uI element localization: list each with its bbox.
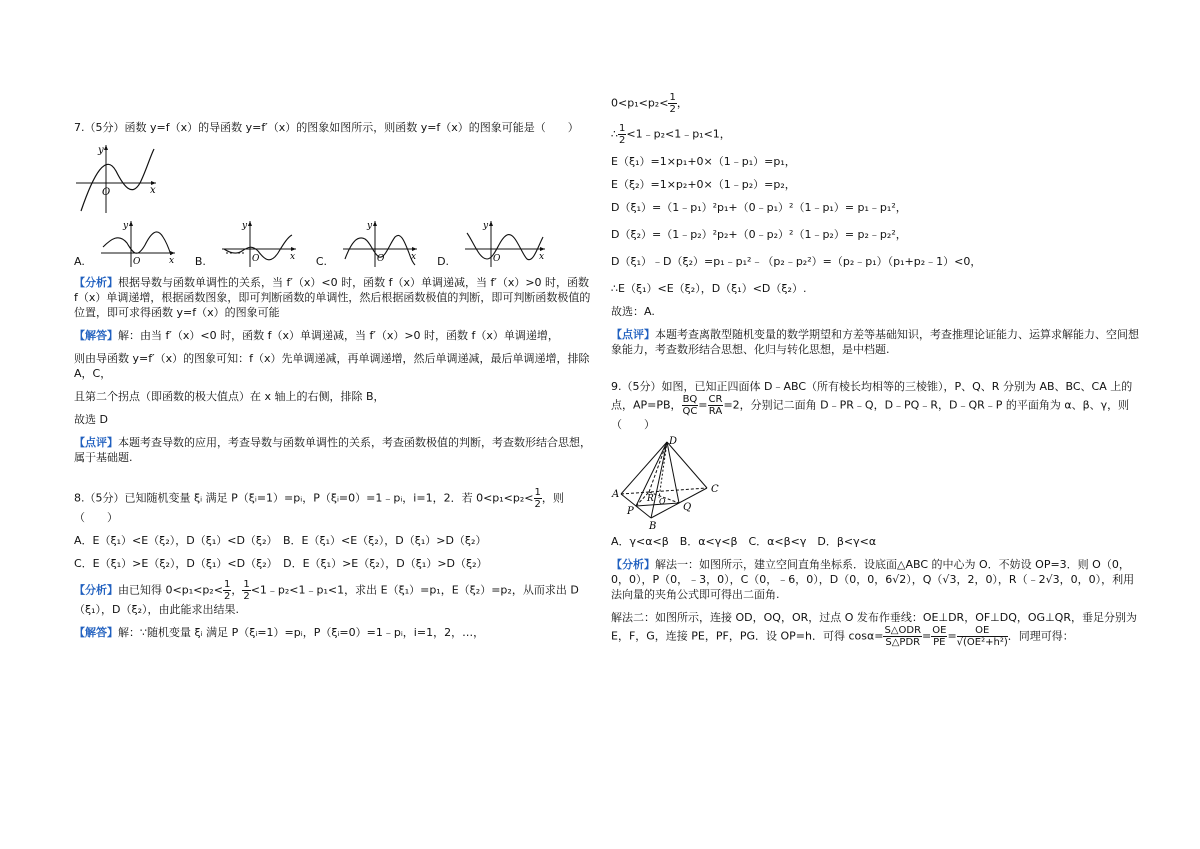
option-a-label: A.	[74, 255, 85, 268]
q8-cont-line-1-end: ，	[676, 96, 688, 110]
frac-den: 2	[669, 104, 676, 115]
q8-cont-line-2-text: <1﹣p₂<1﹣p₁<1，	[626, 127, 731, 141]
fraction-area-ratio	[883, 625, 922, 648]
fraction-half	[534, 487, 542, 510]
q8-cont-line-9: 故选：A.	[611, 305, 655, 318]
svg-text:O: O	[132, 257, 141, 267]
frac-den: 2	[534, 499, 541, 510]
frac-num: 1	[243, 579, 250, 590]
option-d-label: D.	[437, 255, 450, 268]
svg-text:x: x	[539, 252, 545, 262]
q8-cont-line-3: E（ξ₁）=1×p₁+0×（1﹣p₁）=p₁，	[611, 155, 796, 168]
q9-options[interactable]: A．γ<α<β B．α<γ<β C．α<β<γ D．β<γ<α	[611, 535, 877, 548]
q8-stem	[74, 487, 594, 525]
q8-options-line-1[interactable]: A．E（ξ₁）<E（ξ₂），D（ξ₁）<D（ξ₂） B．E（ξ₁）<E（ξ₂），D（ξ₁）>D（ξ₂）	[74, 534, 487, 547]
q7-option-a[interactable]	[74, 219, 181, 269]
comment-tag: 【点评】	[74, 436, 118, 449]
fraction-half	[668, 92, 676, 115]
frac-num: 1	[619, 123, 626, 134]
q8-comment-text: 本题考查离散型随机变量的数学期望和方差等基础知识，考查推理论证能力、运算求解能力、空间想象能力，考查数形结合思想、化归与转化思想，是中档题.	[611, 328, 1139, 356]
q7-solution-2: 则由导函数 y=f′（x）的图象可知：f（x）先单调递减，再单调递增，然后单调递减，最后单调递增，排除 A，C，	[74, 352, 590, 380]
q9-analysis	[611, 557, 1139, 602]
svg-text:y: y	[241, 221, 247, 231]
frac-num: S△ODR	[884, 625, 922, 636]
frac-num: OE	[957, 625, 1008, 637]
label-b: B	[649, 521, 657, 530]
q9-analysis-text-3: ．同理可得：	[1007, 629, 1074, 643]
frac-den: RA	[708, 406, 723, 417]
frac-num: BQ	[682, 394, 698, 405]
frac-num: 1	[669, 92, 676, 103]
frac-num: CR	[708, 394, 723, 405]
q8-comment	[611, 327, 1139, 357]
fraction-bq-qc	[682, 394, 699, 417]
q9-analysis-text-2: 解法二：如图所示，连接 OD，OQ，OR，过点 O 发布作垂线：OE⊥DR，OF⊥DQ，OG⊥QR，垂足分别为 E，F，G，连接 PE，PF，PG．设 OP=h．可得 cosα=	[611, 611, 1137, 643]
comment-tag: 【点评】	[611, 328, 655, 341]
solution-tag: 【解答】	[74, 626, 118, 639]
q8-analysis-b: ，	[231, 583, 243, 597]
option-b-label: B.	[194, 255, 206, 268]
equals-sign: =	[698, 398, 708, 412]
q7-analysis-text: 根据导数与函数单调性的关系，当 f′（x）<0 时，函数 f（x）单调递减，当 f′（x）>0 时，函数 f（x）单调递增，根据函数图象，即可判断函数的单调性，然后根据函数极值的判断，即可判断函数极值的位置，即可求得函数 y=f（x）的图象可能	[74, 276, 591, 319]
label-c: C	[711, 484, 719, 495]
option-c-graph	[343, 219, 423, 269]
q7-option-b[interactable]	[195, 219, 302, 269]
frac-den: √(OE²+h²)	[956, 637, 1008, 648]
fraction-half	[242, 579, 250, 602]
frac-num: 1	[223, 579, 231, 590]
label-q: Q	[683, 502, 692, 513]
tetrahedron-figure	[611, 434, 741, 530]
q7-stem: 7.（5分）函数 y=f（x）的导函数 y=f′（x）的图象如图所示，则函数 y=f（x）的图象可能是（ ）	[74, 121, 579, 134]
q7-option-d[interactable]	[437, 219, 551, 269]
q8-cont-line-6: D（ξ₂）=（1﹣p₂）²p₂+（0﹣p₂）²（1﹣p₂）= p₂﹣p₂²，	[611, 228, 907, 241]
option-d-graph	[465, 219, 551, 269]
svg-text:x: x	[289, 252, 295, 262]
q7-comment	[74, 435, 594, 465]
label-d: D	[669, 436, 678, 447]
frac-den: 2	[619, 135, 626, 146]
option-a-graph	[101, 219, 181, 269]
q7-solution-3: 且第二个拐点（即函数的极大值点）在 x 轴上的右侧，排除 B，	[74, 390, 385, 403]
option-b-graph	[222, 219, 302, 269]
q8-cont-line-1	[611, 92, 1139, 115]
left-column	[74, 92, 594, 648]
q8-cont-line-5: D（ξ₁）=（1﹣p₁）²p₁+（0﹣p₁）²（1﹣p₁）= p₁﹣p₁²，	[611, 201, 907, 214]
svg-text:x: x	[168, 256, 174, 266]
svg-text:x: x	[411, 252, 417, 262]
q8-cont-line-1-text: 0<p₁<p₂<	[611, 96, 669, 110]
frac-den: PE	[933, 637, 946, 648]
q7-comment-text: 本题考查导数的应用，考查导数与函数单调性的关系，考查函数极值的判断，考查数形结合思想，属于基础题.	[74, 436, 591, 464]
label-o: O	[659, 497, 666, 506]
q9-analysis-2: 解法二：如图所示，连接 OD，OQ，OR，过点 O 发布作垂线：OE⊥DR，OF⊥DQ，OG⊥QR，垂足分别为 E，F，G，连接 PE，PF，PG．设 OP=h．可得 cosα= $\frac{\text{S△ODR}}{\text{S△PDR}}$ = $\frac{OE}{PE}$ = $\frac{OE}{\text{√(OE²+h²)}}$ ．同理可得：	[611, 611, 1137, 648]
svg-text:y: y	[367, 221, 373, 231]
fraction-cr-ra	[708, 394, 724, 417]
label-p: P	[627, 506, 634, 517]
frac-num: 1	[534, 487, 541, 498]
q7-options-figures	[74, 219, 594, 269]
svg-text:x: x	[150, 185, 156, 196]
svg-text:y: y	[122, 221, 128, 231]
svg-text:O: O	[377, 254, 385, 264]
svg-text:O: O	[251, 254, 260, 264]
option-c-label: C.	[315, 255, 328, 268]
q8-cont-line-7: D（ξ₁）﹣D（ξ₂）=p₁﹣p₁²﹣（p₂﹣p₂²）=（p₂﹣p₁）（p₁+p₂﹣1）<0，	[611, 255, 982, 268]
frac-den: S△PDR	[885, 637, 921, 648]
frac-den: 2	[243, 591, 250, 602]
svg-text:O: O	[493, 254, 501, 264]
derivative-graph	[76, 143, 166, 215]
fraction-oe-sqrt	[957, 625, 1008, 648]
q8-analysis-c: <1﹣p₂<1﹣p₁<1，求出 E（ξ₁）=p₁，E（ξ₂）=p₂，从而求出 D（ξ₁），D（ξ₂），由此能求出结果.	[74, 583, 579, 616]
q9-analysis-text-1: 解法一：如图所示，建立空间直角坐标系．设底面△ABC 的中心为 O．不妨设 OP=3．则 O（0，0，0），P（0，﹣3，0），C（0，﹣6，0），D（0，0，6√2），Q（√3，2，0），R（﹣2√3，0，0），利用法向量的夹角公式即可得出二面角.	[611, 558, 1135, 601]
q8-cont-line-2	[611, 123, 1139, 146]
q7-analysis	[74, 275, 594, 320]
q8-analysis-a: 由已知得 0<p₁<p₂<	[118, 583, 223, 597]
frac-den: 2	[223, 591, 231, 602]
q8-cont-line-4: E（ξ₂）=1×p₂+0×（1﹣p₂）=p₂，	[611, 178, 796, 191]
frac-num: OE	[932, 625, 947, 636]
label-r: R	[647, 494, 654, 504]
label-a: A	[612, 489, 620, 500]
svg-text:y: y	[483, 221, 489, 231]
q8-stem-text: 8.（5分）已知随机变量 ξᵢ 满足 P（ξᵢ=1）=pᵢ，P（ξᵢ=0）=1﹣pᵢ，i=1，2．若 0<p₁<p₂<	[74, 491, 534, 505]
fraction-oe-pe	[931, 625, 947, 648]
q8-solution-text: 解：∵随机变量 ξᵢ 满足 P（ξᵢ=1）=pᵢ，P（ξᵢ=0）=1﹣pᵢ，i=1，2，…，	[118, 626, 485, 639]
q8-cont-line-8: ∴E（ξ₁）<E（ξ₂），D（ξ₁）<D（ξ₂）.	[611, 282, 807, 295]
analysis-tag: 【分析】	[74, 276, 118, 289]
therefore-symbol: ∴	[611, 127, 618, 141]
solution-tag: 【解答】	[74, 329, 118, 342]
q7-solution-text-1: 解：由当 f′（x）<0 时，函数 f（x）单调递减，当 f′（x）>0 时，函数 f（x）单调递增，	[118, 329, 559, 342]
svg-text:O: O	[102, 187, 111, 198]
analysis-tag: 【分析】	[611, 558, 655, 571]
q7-solution	[74, 328, 594, 343]
q7-option-c[interactable]	[316, 219, 423, 269]
q8-options-line-2[interactable]: C．E（ξ₁）>E（ξ₂），D（ξ₁）<D（ξ₂） D．E（ξ₁）>E（ξ₂），D（ξ₁）>D（ξ₂）	[74, 557, 488, 570]
svg-text:y: y	[98, 145, 104, 156]
q8-solution	[74, 625, 594, 640]
analysis-tag: 【分析】	[74, 583, 118, 597]
right-column	[611, 92, 1139, 656]
q9-stem-text-2: =2，分别记二面角 D﹣PR﹣Q，D﹣PQ﹣R，D﹣QR﹣P 的平面角为 α、β、γ，则（ ）	[611, 398, 1130, 431]
q9-stem	[611, 379, 1139, 432]
q8-stem-end: ，则（ ）	[74, 491, 564, 524]
frac-den: QC	[682, 406, 698, 417]
q8-analysis	[74, 579, 594, 617]
q7-solution-4: 故选 D	[74, 413, 108, 426]
q9-stem-text-1: 9.（5分）如图，已知正四面体 D﹣ABC（所有棱长均相等的三棱锥），P、Q、R 分别为 AB、BC、CA 上的点，AP=PB，	[611, 380, 1133, 412]
